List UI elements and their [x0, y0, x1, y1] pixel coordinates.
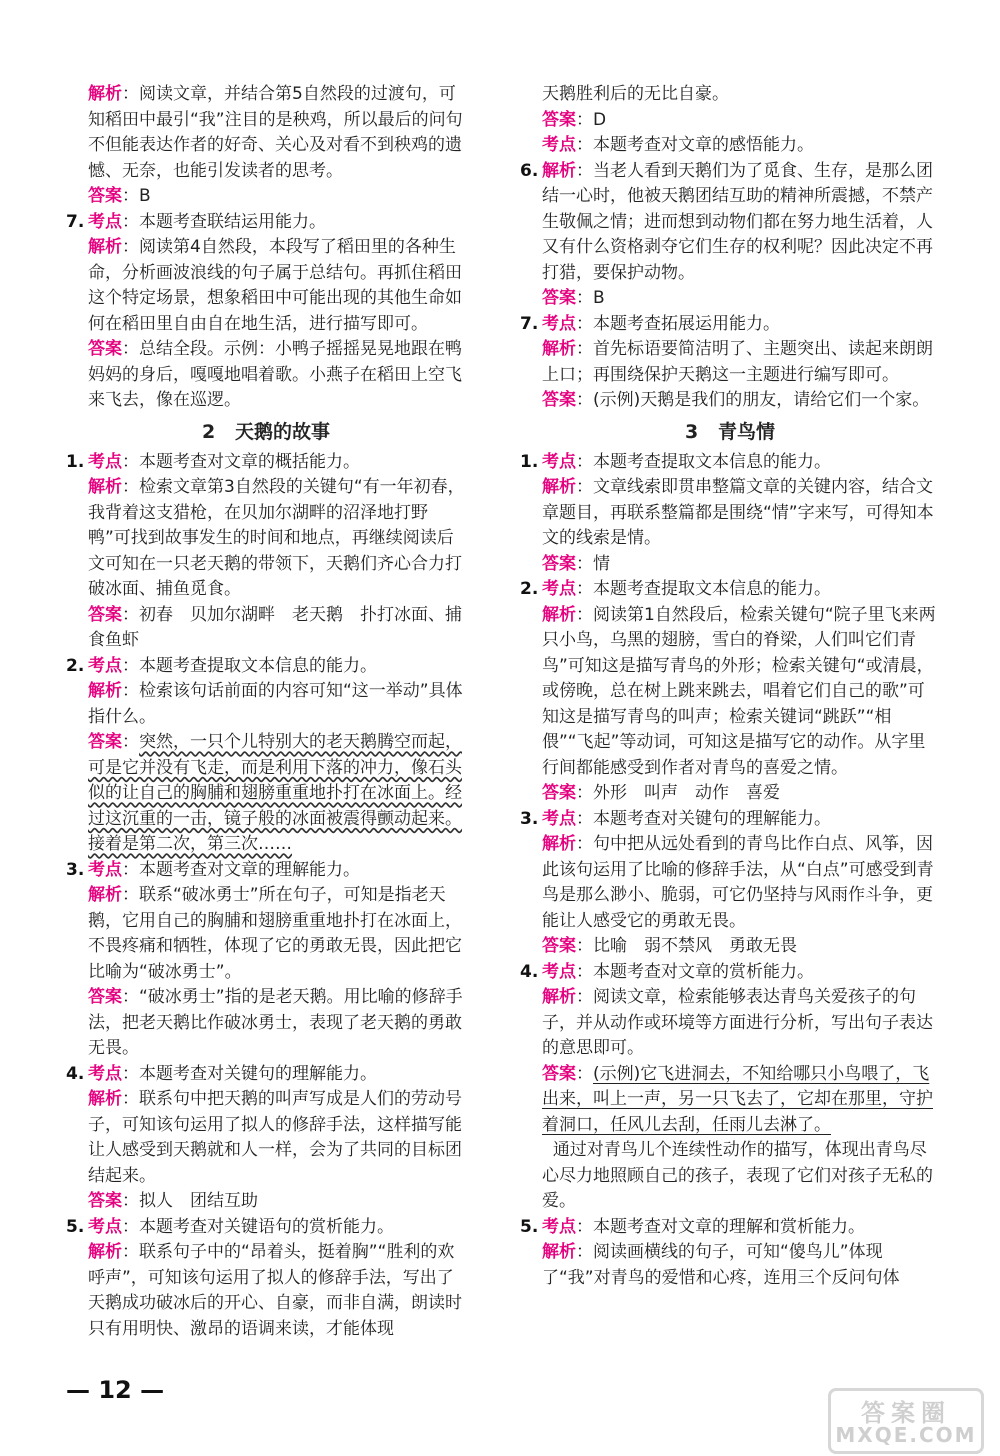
analysis-text: 阅读文章，并结合第5自然段的过渡句，可知稻田中最引“我”注目的是秧鸡，所以最后的问句不但能表达作者的好奇、关心及对看不到秧鸡的遗憾、无奈，也能引发读者的思考。	[88, 84, 463, 181]
label-point: 考点	[88, 859, 122, 880]
analysis-text: 检索文章第3自然段的关键句“有一年初春，我背着这支猎枪，在贝加尔湖畔的沼泽地打野鸭”可找到故事发生的时间和地点，再继续阅读后文可知在一只老天鹅的带领下，天鹅们齐心合力打破冰面、捕鱼觅食。	[88, 477, 465, 599]
answer-text: 总结全段。示例：小鸭子摇摇晃晃地跟在鸭妈妈的身后，嘎嘎地唱着歌。小燕子在稻田上空飞来飞去，像在巡逻。	[88, 339, 462, 410]
label-point: 考点	[88, 1063, 122, 1084]
s3q1-analysis: 解析：文章线索即贯串整篇文章的关键内容，结合文章题目，再联系整篇都是围绕“情”字来写，可得知本文的线索是情。	[542, 477, 934, 548]
s3q4-point: 4. 考点：本题考查对文章的赏析能力。	[520, 960, 940, 986]
s2q5-analysis-continued	[520, 82, 940, 108]
label-analysis: 解析	[542, 339, 576, 359]
label-answer: 答案	[88, 1191, 122, 1211]
label-analysis: 解析	[88, 237, 122, 257]
label-answer: 答案	[88, 987, 122, 1007]
label-answer: 答案	[542, 553, 576, 574]
analysis-text: 首先标语要简洁明了、主题突出、读起来朗朗上口；再围绕保护天鹅这一主题进行编写即可。	[542, 339, 933, 385]
s3q2-analysis: 解析：阅读第1自然段后，检索关键句“院子里飞来两只小鸟，乌黑的翅膀，雪白的脊梁，人们叫它们青鸟”可知这是描写青鸟的外形；检索关键句“或清晨，或傍晚，总在树上跳来跳去，唱着它们自己的歌”可知这是描写青鸟的叫声；检索关键词“跳跃”“相偎”“飞起”等动词，可知这是描写它的动作。从字里行间都能感受到作者对青鸟的喜爱之情。	[542, 604, 936, 778]
label-analysis: 解析	[542, 604, 576, 625]
label-analysis: 解析	[542, 160, 576, 181]
analysis-text: 阅读第4自然段，本段写了稻田里的各种生命，分析画波浪线的句子属于总结句。再抓住稻田这个特定场景，想象稻田中可能出现的其他生命如何在稻田里自由自在地生活，进行描写即可。	[88, 237, 462, 334]
answer-text-underlined: (示例)它飞进洞去，不知给哪只小鸟喂了，飞出来，叫上一声，另一只飞去了，它却在那里，守护着洞口，任风儿去刮，任雨儿去淋了。	[542, 1063, 933, 1135]
s2q1-answer: 答案：初春 贝加尔湖畔 老天鹅 扑打冰面、捕食鱼虾	[88, 604, 462, 650]
question-number: 6.	[520, 160, 539, 181]
analysis-text: 天鹅胜利后的无比自豪。	[542, 84, 729, 104]
page-number: — 12 —	[66, 1376, 165, 1404]
question-number: 4.	[520, 961, 539, 982]
answer-text-wavy: 突然，一只个儿特别大的老天鹅腾空而起，可是它并没有飞走，而是利用下落的冲力，像石头似的让自己的胸脯和翅膀重重地扑打在冰面上。经过这沉重的一击，镜子般的冰面被震得颤动起来。接着是第二次，第三次……	[88, 732, 462, 854]
label-point: 考点	[542, 579, 576, 599]
analysis-text: 联系“破冰勇士”所在句子，可知是指老天鹅，它用自己的胸脯和翅膀重重地扑打在冰面上，不畏疼痛和牺牲，体现了它的勇敢无畏，因此把它比喻为“破冰勇士”。	[88, 885, 462, 982]
s3q5-point: 5. 考点：本题考查对文章的理解和赏析能力。	[520, 1215, 940, 1241]
answer-text: “破冰勇士”指的是老天鹅。用比喻的修辞手法，把老天鹅比作破冰勇士，表现了老天鹅的勇敢无畏。	[88, 987, 463, 1058]
s2q3-answer: 答案：“破冰勇士”指的是老天鹅。用比喻的修辞手法，把老天鹅比作破冰勇士，表现了老天鹅的勇敢无畏。	[88, 987, 463, 1058]
lead-analysis: 解析：阅读文章，并结合第5自然段的过渡句，可知稻田中最引“我”注目的是秧鸡，所以最后的问句不但能表达作者的好奇、关心及对看不到秧鸡的遗憾、无奈，也能引发读者的思考。	[88, 84, 463, 181]
s3q3-analysis: 解析：句中把从远处看到的青鸟比作白点、风筝，因此该句运用了比喻的修辞手法，从“白点”可感受到青鸟是那么渺小、脆弱，可它仍坚持与风雨作斗争，更能让人感受它的勇敢无畏。	[542, 834, 934, 931]
s2q4-answer: 答案：拟人 团结互助	[88, 1191, 258, 1211]
s2q5-analysis: 解析：联系句子中的“昂着头，挺着胸”“胜利的欢呼声”，可知该句运用了拟人的修辞手法，写出了天鹅成功破冰后的开心、自豪，而非自满，朗读时只有用明快、激昂的语调来读，才能体现	[88, 1242, 462, 1339]
point-text: 本题考查对关键语句的赏析能力。	[139, 1216, 394, 1237]
label-analysis: 解析	[88, 84, 122, 104]
label-point: 考点	[88, 1216, 122, 1237]
label-answer: 答案	[542, 936, 576, 956]
s2q4-analysis: 解析：联系句中把天鹅的叫声写成是人们的劳动号子，可知该句运用了拟人的修辞手法，这样描写能让人感受到天鹅就和人一样，会为了共同的目标团结起来。	[88, 1089, 462, 1186]
question-number: 5.	[520, 1216, 539, 1237]
point-text: 本题考查对文章的感悟能力。	[593, 135, 814, 155]
s2q6-point: 考点：本题考查对文章的感悟能力。	[542, 135, 814, 155]
answer-text: D	[593, 109, 607, 130]
analysis-text: 文章线索即贯串整篇文章的关键内容，结合文章题目，再联系整篇都是围绕“情”字来写，可得知本文的线索是情。	[542, 477, 934, 548]
question-number: 7.	[66, 211, 85, 232]
s3q5-analysis: 解析：阅读画横线的句子，可知“傻鸟儿”体现了“我”对青鸟的爱惜和心疼，连用三个反问句体	[542, 1242, 900, 1288]
s2q1-analysis: 解析：检索文章第3自然段的关键句“有一年初春，我背着这支猎枪，在贝加尔湖畔的沼泽地打野鸭”可找到故事发生的时间和地点，再继续阅读后文可知在一只老天鹅的带领下，天鹅们齐心合力打破冰面、捕鱼觅食。	[88, 477, 465, 599]
point-text: 本题考查提取文本信息的能力。	[593, 451, 831, 472]
label-answer: 答案	[88, 186, 122, 206]
answer-text: B	[139, 186, 151, 206]
analysis-text: 阅读文章，检索能够表达青鸟关爱孩子的句子，并从动作或环境等方面进行分析，写出句子表达的意思即可。	[542, 987, 933, 1058]
watermark-line2: MXQE.COM	[835, 1423, 977, 1447]
lead-answer: 答案：B	[88, 186, 151, 206]
q7-point: 7. 考点：本题考查联结运用能力。	[66, 210, 466, 236]
question-number: 3.	[520, 808, 539, 829]
analysis-text: 联系句子中的“昂着头，挺着胸”“胜利的欢呼声”，可知该句运用了拟人的修辞手法，写出了天鹅成功破冰后的开心、自豪，而非自满，朗读时只有用明快、激昂的语调来读，才能体现	[88, 1242, 462, 1339]
s2q6-analysis: 6. 解析：当老人看到天鹅们为了觅食、生存，是那么团结一心时，他被天鹅团结互助的精神所震撼，不禁产生敬佩之情；进而想到动物们都在努力地生活着，人又有什么资格剥夺它们生存的权利呢？因此决定不再打猎，要保护动物。	[520, 160, 933, 283]
q7-answer: 答案：总结全段。示例：小鸭子摇摇晃晃地跟在鸭妈妈的身后，嘎嘎地唱着歌。小燕子在稻田上空飞来飞去，像在巡逻。	[88, 339, 462, 410]
label-analysis: 解析	[542, 987, 576, 1007]
q7-analysis: 解析：阅读第4自然段，本段写了稻田里的各种生命，分析画波浪线的句子属于总结句。再抓住稻田这个特定场景，想象稻田中可能出现的其他生命如何在稻田里自由自在地生活，进行描写即可。	[88, 237, 462, 334]
point-text: 本题考查对文章的理解能力。	[139, 859, 360, 880]
right-column	[520, 82, 940, 1291]
label-point: 考点	[542, 1216, 576, 1237]
point-text: 本题考查对文章的概括能力。	[139, 451, 360, 472]
s3q4-answer: 答案：(示例)它飞进洞去，不知给哪只小鸟喂了，飞出来，叫上一声，另一只飞去了，它却在那里，守护着洞口，任风儿去刮，任雨儿去淋了。	[542, 1063, 933, 1135]
watermark-line1: 答案圈	[861, 1399, 951, 1427]
s3q2-answer: 答案：外形 叫声 动作 喜爱	[542, 783, 780, 803]
s3q4-analysis: 解析：阅读文章，检索能够表达青鸟关爱孩子的句子，并从动作或环境等方面进行分析，写出句子表达的意思即可。	[542, 987, 933, 1058]
label-point: 考点	[88, 655, 122, 676]
s3q3-answer: 答案：比喻 弱不禁风 勇敢无畏	[542, 936, 797, 956]
answer-text: 外形 叫声 动作 喜爱	[593, 783, 780, 803]
section-heading-2	[66, 415, 466, 449]
label-answer: 答案	[542, 288, 576, 308]
label-answer: 答案	[542, 1063, 576, 1084]
s2q7-point: 7. 考点：本题考查拓展运用能力。	[520, 312, 940, 338]
label-analysis: 解析	[88, 477, 122, 497]
label-analysis: 解析	[88, 1242, 122, 1262]
label-point: 考点	[88, 211, 122, 232]
point-text: 本题考查对关键句的理解能力。	[139, 1063, 377, 1084]
label-answer: 答案	[88, 732, 122, 752]
analysis-text: 句中把从远处看到的青鸟比作白点、风筝，因此该句运用了比喻的修辞手法，从“白点”可感受到青鸟是那么渺小、脆弱，可它仍坚持与风雨作斗争，更能让人感受它的勇敢无畏。	[542, 834, 934, 931]
label-analysis: 解析	[542, 1242, 576, 1262]
s2q1-point: 1. 考点：本题考查对文章的概括能力。	[66, 450, 466, 476]
s2q7-analysis: 解析：首先标语要简洁明了、主题突出、读起来朗朗上口；再围绕保护天鹅这一主题进行编写即可。	[542, 339, 933, 385]
analysis-text: 检索该句话前面的内容可知“这一举动”具体指什么。	[88, 681, 463, 727]
s3q2-point: 2. 考点：本题考查提取文本信息的能力。	[520, 577, 940, 603]
section-title: 天鹅的故事	[235, 420, 331, 443]
point-text: 本题考查对文章的赏析能力。	[593, 961, 814, 982]
answer-text: 情	[593, 553, 610, 574]
question-number: 2.	[520, 579, 539, 599]
label-analysis: 解析	[88, 681, 122, 701]
section-heading-3	[520, 415, 940, 449]
point-text: 本题考查提取文本信息的能力。	[139, 655, 377, 676]
answer-extra-text: 通过对青鸟儿个连续性动作的描写，体现出青鸟尽心尽力地照顾自己的孩子，表现了它们对孩子无私的爱。	[542, 1140, 933, 1211]
label-analysis: 解析	[88, 885, 122, 905]
label-point: 考点	[542, 808, 576, 829]
watermark-logo	[828, 1388, 984, 1454]
s2q2-point: 2. 考点：本题考查提取文本信息的能力。	[66, 654, 466, 680]
s2q7-answer: 答案：(示例)天鹅是我们的朋友，请给它们一个家。	[542, 390, 930, 410]
question-number: 3.	[66, 859, 85, 880]
point-text: 本题考查拓展运用能力。	[593, 313, 780, 334]
label-point: 考点	[542, 961, 576, 982]
point-text: 本题考查联结运用能力。	[139, 211, 326, 232]
analysis-text: 阅读画横线的句子，可知“傻鸟儿”体现了“我”对青鸟的爱惜和心疼，连用三个反问句体	[542, 1242, 900, 1288]
question-number: 4.	[66, 1063, 85, 1084]
label-analysis: 解析	[542, 834, 576, 854]
s2q6-answer: 答案：B	[542, 288, 605, 308]
point-text: 本题考查提取文本信息的能力。	[593, 579, 831, 599]
s2q5-answer: 答案：D	[542, 109, 607, 130]
answer-text: 拟人 团结互助	[139, 1191, 258, 1211]
s2q3-analysis: 解析：联系“破冰勇士”所在句子，可知是指老天鹅，它用自己的胸脯和翅膀重重地扑打在冰面上，不畏疼痛和牺牲，体现了它的勇敢无畏，因此把它比喻为“破冰勇士”。	[88, 885, 462, 982]
section-number: 2	[201, 420, 216, 443]
section-number: 3	[684, 420, 699, 443]
s3q1-answer: 答案：情	[542, 553, 610, 574]
label-point: 考点	[88, 451, 122, 472]
label-point: 考点	[542, 313, 576, 334]
label-analysis: 解析	[88, 1089, 122, 1109]
label-point: 考点	[542, 135, 576, 155]
question-number: 1.	[520, 451, 539, 472]
analysis-text: 联系句中把天鹅的叫声写成是人们的劳动号子，可知该句运用了拟人的修辞手法，这样描写能让人感受到天鹅就和人一样，会为了共同的目标团结起来。	[88, 1089, 462, 1186]
question-number: 7.	[520, 313, 539, 334]
section-title: 青鸟情	[718, 420, 776, 443]
s2q5-point: 5. 考点：本题考查对关键语句的赏析能力。	[66, 1215, 466, 1241]
s2q2-analysis: 解析：检索该句话前面的内容可知“这一举动”具体指什么。	[88, 681, 463, 727]
analysis-text: 当老人看到天鹅们为了觅食、生存，是那么团结一心时，他被天鹅团结互助的精神所震撼，不禁产生敬佩之情；进而想到动物们都在努力地生活着，人又有什么资格剥夺它们生存的权利呢？因此决定不再打猎，要保护动物。	[542, 160, 933, 283]
answer-text: B	[593, 288, 605, 308]
label-answer: 答案	[542, 390, 576, 410]
label-answer: 答案	[542, 109, 576, 130]
question-number: 5.	[66, 1216, 85, 1237]
answer-text: (示例)天鹅是我们的朋友，请给它们一个家。	[593, 390, 930, 410]
label-answer: 答案	[88, 604, 122, 625]
answer-text: 比喻 弱不禁风 勇敢无畏	[593, 936, 797, 956]
point-text: 本题考查对文章的理解和赏析能力。	[593, 1216, 865, 1237]
left-column	[66, 82, 466, 1342]
analysis-text: 阅读第1自然段后，检索关键句“院子里飞来两只小鸟，乌黑的翅膀，雪白的脊梁，人们叫它们青鸟”可知这是描写青鸟的外形；检索关键句“或清晨，或傍晚，总在树上跳来跳去，唱着它们自己的歌”可知这是描写青鸟的叫声；检索关键词“跳跃”“相偎”“飞起”等动词，可知这是描写它的动作。从字里行间都能感受到作者对青鸟的喜爱之情。	[542, 604, 936, 778]
point-text: 本题考查对关键句的理解能力。	[593, 808, 831, 829]
label-point: 考点	[542, 451, 576, 472]
label-answer: 答案	[88, 339, 122, 359]
s3q4-answer-extra	[520, 1138, 940, 1215]
label-analysis: 解析	[542, 477, 576, 497]
question-number: 1.	[66, 451, 85, 472]
s3q3-point: 3. 考点：本题考查对关键句的理解能力。	[520, 807, 940, 833]
s3q1-point: 1. 考点：本题考查提取文本信息的能力。	[520, 450, 940, 476]
s2q2-answer: 答案：突然，一只个儿特别大的老天鹅腾空而起，可是它并没有飞走，而是利用下落的冲力，像石头似的让自己的胸脯和翅膀重重地扑打在冰面上。经过这沉重的一击，镜子般的冰面被震得颤动起来。接着是第二次，第三次……	[88, 732, 462, 854]
s2q4-point: 4. 考点：本题考查对关键句的理解能力。	[66, 1062, 466, 1088]
label-answer: 答案	[542, 783, 576, 803]
question-number: 2.	[66, 655, 85, 676]
answer-text: 初春 贝加尔湖畔 老天鹅 扑打冰面、捕食鱼虾	[88, 604, 462, 650]
s2q3-point: 3. 考点：本题考查对文章的理解能力。	[66, 858, 466, 884]
